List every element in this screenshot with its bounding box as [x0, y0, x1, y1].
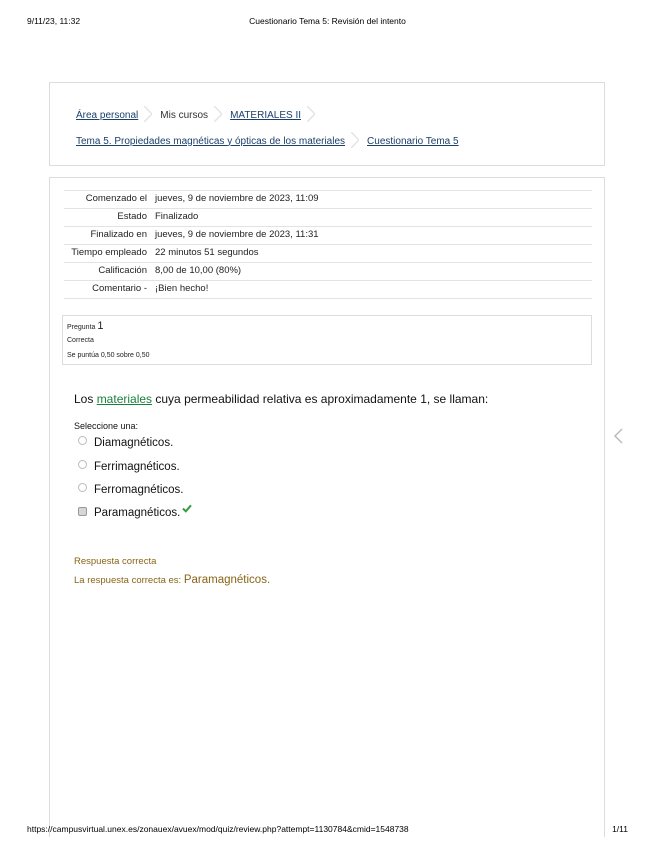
- breadcrumb-separator-icon: [214, 106, 222, 122]
- print-title: Cuestionario Tema 5: Revisión del intento: [249, 16, 406, 26]
- print-page-number: 1/11: [612, 824, 628, 834]
- summary-label: Calificación: [98, 265, 147, 276]
- answer-option-label: Ferromagnéticos.: [94, 484, 184, 496]
- breadcrumb: [49, 82, 605, 166]
- question-state: Correcta: [67, 337, 94, 344]
- feedback-right-answer: [74, 574, 270, 586]
- summary-row: [64, 262, 592, 280]
- summary-label: Tiempo empleado: [71, 247, 147, 258]
- breadcrumb-area-personal[interactable]: Área personal: [76, 109, 139, 121]
- summary-row: [64, 190, 592, 208]
- print-url: https://campusvirtual.unex.es/zonauex/avuex/mod/quiz/review.php?attempt=1130784&cmid=1548738: [27, 824, 409, 834]
- question-number: [67, 320, 104, 332]
- radio-button[interactable]: [78, 483, 87, 492]
- summary-label: Comentario -: [92, 283, 147, 294]
- breadcrumb-mis-cursos[interactable]: Mis cursos: [160, 109, 209, 121]
- summary-row: [64, 226, 592, 244]
- breadcrumb-quiz[interactable]: Cuestionario Tema 5: [367, 135, 459, 147]
- summary-row: [64, 244, 592, 262]
- question-number-label: Pregunta: [67, 324, 96, 331]
- summary-label: Finalizado en: [90, 229, 147, 240]
- radio-button[interactable]: [78, 460, 87, 469]
- breadcrumb-separator-icon: [144, 106, 152, 122]
- answer-option[interactable]: [78, 484, 183, 496]
- question-text-before: Los: [74, 392, 97, 406]
- summary-value: 8,00 de 10,00 (80%): [155, 265, 242, 276]
- breadcrumb-separator-icon: [307, 106, 315, 122]
- question-info: [62, 315, 592, 365]
- question-text-after: cuya permeabilidad relativa es aproximadamente 1, se llaman:: [152, 392, 489, 406]
- radio-button-selected[interactable]: [78, 507, 87, 516]
- feedback-answer: Paramagnéticos.: [183, 574, 271, 586]
- answer-option[interactable]: [78, 437, 173, 449]
- answer-option[interactable]: [78, 507, 192, 519]
- answer-option-label: Ferrimagnéticos.: [94, 461, 180, 473]
- summary-value: Finalizado: [155, 211, 199, 222]
- breadcrumb-row-2: [76, 133, 459, 149]
- breadcrumb-topic[interactable]: Tema 5. Propiedades magnéticas y ópticas de los materiales: [76, 135, 346, 147]
- answer-option[interactable]: [78, 461, 180, 473]
- answer-prompt: Seleccione una:: [74, 421, 139, 431]
- question-text: [74, 392, 488, 406]
- glossary-link-materiales[interactable]: materiales: [96, 392, 153, 406]
- summary-value: jueves, 9 de noviembre de 2023, 11:09: [155, 193, 319, 204]
- summary-label: Estado: [117, 211, 147, 222]
- feedback-state: Respuesta correcta: [74, 556, 157, 567]
- attempt-summary-table: [64, 190, 592, 299]
- feedback-prefix: La respuesta correcta es:: [74, 575, 184, 586]
- radio-button[interactable]: [78, 436, 87, 445]
- summary-value: ¡Bien hecho!: [155, 283, 209, 294]
- print-datetime: 9/11/23, 11:32: [27, 16, 81, 26]
- summary-value: jueves, 9 de noviembre de 2023, 11:31: [155, 229, 319, 240]
- breadcrumb-separator-icon: [351, 132, 359, 148]
- summary-value: 22 minutos 51 segundos: [155, 247, 259, 258]
- question-number-value: 1: [97, 320, 104, 332]
- breadcrumb-course[interactable]: MATERIALES II: [230, 109, 302, 121]
- question-grade: Se puntúa 0,50 sobre 0,50: [67, 352, 150, 359]
- check-icon: [182, 504, 192, 516]
- breadcrumb-row-1: [76, 107, 323, 123]
- chevron-left-icon[interactable]: [614, 428, 623, 449]
- answer-option-label: Paramagnéticos.: [94, 507, 181, 520]
- answer-option-label: Diamagnéticos.: [94, 437, 174, 449]
- summary-label: Comenzado el: [85, 193, 147, 204]
- summary-row: [64, 208, 592, 226]
- summary-row: [64, 280, 592, 299]
